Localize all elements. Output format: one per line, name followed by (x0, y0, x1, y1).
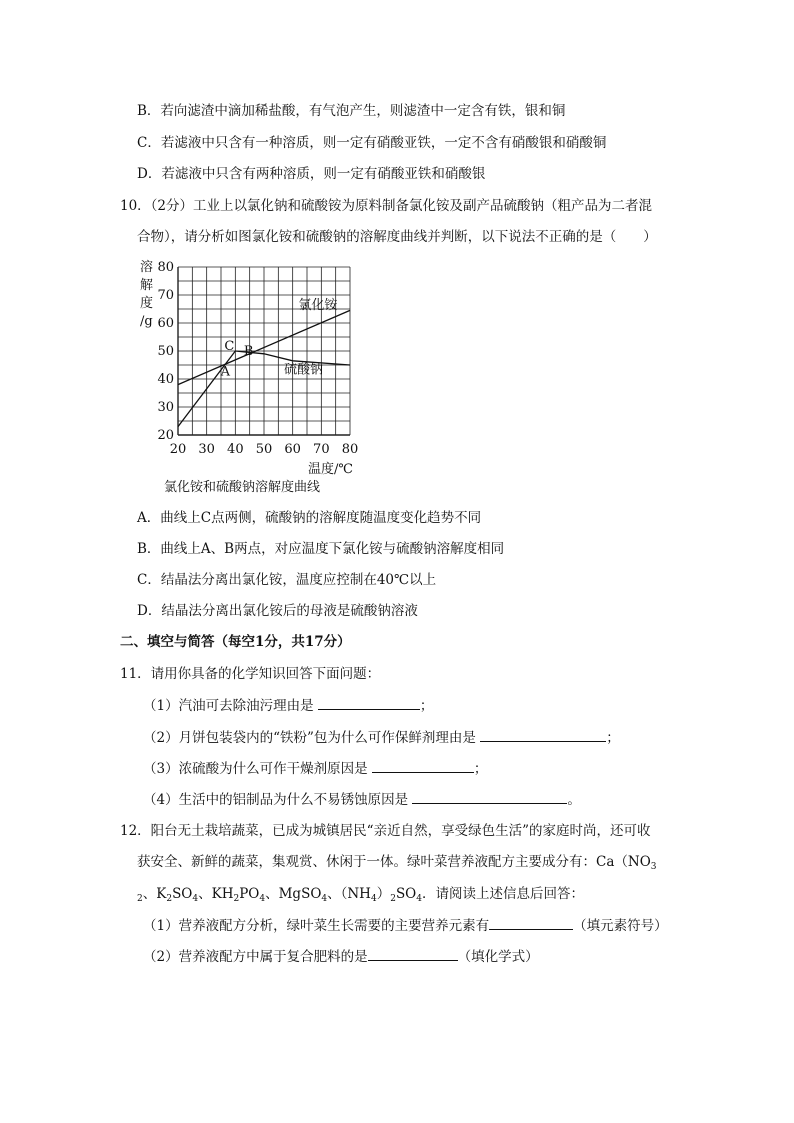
series-label: 氯化铵 (298, 298, 338, 313)
x-tick-labels (170, 442, 359, 457)
q12-text: 、（NH (327, 886, 371, 902)
y-axis-label (140, 259, 153, 329)
series-label: 硫酸钠 (284, 362, 324, 378)
y-axis-label-char: 溶 (140, 260, 154, 275)
q9-option-c: C．若滤液中只含有一种溶质，则一定有硝酸亚铁，一定不含有硝酸银和硝酸铜 (137, 135, 607, 151)
q11-part2-end: ； (606, 730, 620, 746)
point-label-A: A (220, 364, 230, 380)
q12-sub: 4 (192, 894, 199, 904)
x-tick-label: 80 (341, 442, 359, 457)
q11-part2-blank[interactable] (480, 727, 606, 742)
q11-stem: 11．请用你具备的化学知识回答下面问题： (120, 666, 381, 682)
y-tick-label: 30 (157, 400, 174, 415)
q11-part3 (143, 758, 487, 779)
q11-part1-end: ； (419, 698, 434, 714)
q12-text: ．请阅读上述信息后回答： (422, 886, 584, 902)
q9-option-d: D．若滤液中只含有两种溶质，则一定有硝酸亚铁和硝酸银 (137, 166, 486, 182)
y-axis-label-char: 解 (140, 278, 154, 293)
q12-text: PO (239, 886, 260, 902)
q12-part2-text: （2）营养液配方中属于复合肥料的是 (143, 949, 368, 965)
q11-part1 (143, 695, 433, 716)
q11-part4-end: 。 (567, 792, 581, 808)
q12-sub: 3 (650, 862, 657, 872)
chart-title: 氯化铵和硫酸钠溶解度曲线 (164, 480, 321, 495)
series-labels (284, 298, 338, 377)
q11-part1-text: （1）汽油可去除油污理由是 (143, 698, 314, 714)
q11-part2 (143, 727, 620, 748)
y-axis-label-char: /g (140, 314, 153, 329)
y-tick-label: 60 (157, 316, 174, 331)
x-tick-label: 50 (255, 442, 273, 457)
q11-part3-blank[interactable] (372, 758, 474, 773)
q10-option-c: C．结晶法分离出氯化铵，温度应控制在40℃以上 (137, 572, 437, 588)
q10-stem-line1: 10．（2分）工业上以氯化钠和硫酸铵为原料制备氯化铵及副产品硫酸钠（粗产品为二者混 (120, 198, 653, 214)
q11-part4-text: （4）生活中的铝制品为什么不易锈蚀原因是 (143, 792, 409, 808)
q12-text: SO (395, 886, 417, 902)
y-tick-label: 80 (157, 260, 174, 275)
q12-sub: 2 (137, 894, 143, 904)
q12-text: ） (376, 886, 391, 902)
q10-option-d: D．结晶法分离出氯化铵后的母液是硫酸钠溶液 (137, 603, 418, 619)
x-tick-label: 70 (313, 442, 330, 457)
x-tick-label: 40 (227, 442, 244, 457)
x-tick-label: 60 (284, 442, 301, 457)
y-tick-label: 40 (157, 372, 174, 387)
q12-sub: 4 (259, 894, 266, 904)
q10-option-b: B．曲线上A、B两点，对应温度下氯化铵与硫酸钠溶解度相同 (137, 541, 505, 557)
point-label-C: C (224, 339, 235, 354)
q12-part1-end: （填元素符号） (573, 918, 668, 934)
y-tick-label: 20 (157, 428, 174, 443)
q11-part3-text: （3）浓硫酸为什么可作干燥剂原因是 (143, 761, 368, 777)
q12-part2-end: （填化学式） (457, 949, 539, 965)
q12-sub: 4 (370, 894, 377, 904)
q12-part1-blank[interactable] (489, 915, 573, 930)
x-tick-label: 20 (169, 442, 187, 457)
q12-part1-text: （1）营养液配方分析，绿叶菜生长需要的主要营养元素有 (143, 918, 490, 934)
q12-part2-blank[interactable] (368, 946, 458, 961)
q12-text: SO (172, 886, 193, 902)
q11-part2-text: （2）月饼包装袋内的“铁粉”包为什么可作保鲜剂理由是 (143, 730, 476, 746)
q12-sub: 2 (390, 894, 396, 904)
q12-stem-line2 (137, 852, 657, 877)
y-axis-label-char: 度 (140, 296, 154, 311)
q11-part4 (143, 789, 581, 810)
q12-sub: 4 (321, 894, 328, 904)
q12-stem-line2-text: 获安全、新鲜的蔬菜，集观赏、休闲于一体。绿叶菜营养液配方主要成分有：Ca（NO (137, 854, 651, 870)
q12-part1 (143, 915, 668, 936)
y-tick-label: 50 (157, 344, 174, 359)
q11-part4-blank[interactable] (412, 789, 567, 804)
section-2-title: 二、填空与简答（每空1分，共17分） (120, 634, 351, 650)
y-tick-labels (157, 260, 174, 443)
chart-grid (178, 267, 350, 435)
q12-text: 、K (142, 886, 167, 902)
q12-text: 、MgSO (265, 886, 322, 902)
q12-sub: 2 (166, 894, 173, 904)
q11-part3-end: ； (473, 761, 488, 777)
q12-stem-line1: 12．阳台无土栽培蔬菜，已成为城镇居民“亲近自然，享受绿色生活”的家庭时尚，还可收 (120, 823, 651, 839)
q10-option-a: A．曲线上C点两侧，硫酸钠的溶解度随温度变化趋势不同 (137, 510, 482, 526)
q12-sub: 2 (233, 894, 240, 904)
x-axis-label: 温度/℃ (308, 462, 353, 477)
q11-part1-blank[interactable] (318, 695, 420, 710)
y-tick-label: 70 (157, 288, 174, 303)
point-label-B: B (243, 344, 254, 360)
q12-stem-line3 (137, 884, 584, 909)
x-tick-label: 30 (198, 442, 215, 457)
q10-stem-line2: 合物），请分析如图氯化铵和硫酸钠的溶解度曲线并判断，以下说法不正确的是（ ） (137, 229, 657, 245)
solubility-chart (130, 255, 370, 495)
q12-sub: 4 (416, 894, 422, 904)
q12-part2 (143, 946, 539, 967)
q12-text: 、KH (198, 886, 234, 902)
q9-option-b: B．若向滤渣中滴加稀盐酸，有气泡产生，则滤渣中一定含有铁，银和铜 (137, 103, 566, 119)
